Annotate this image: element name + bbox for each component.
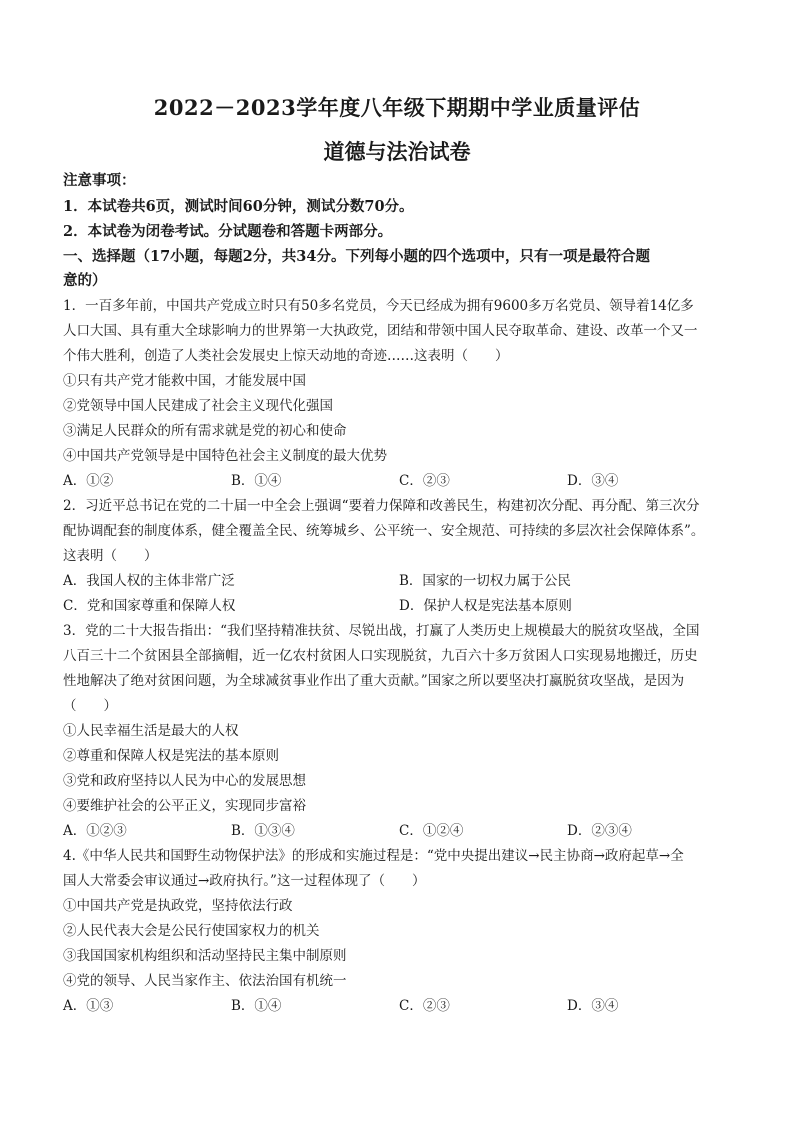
question-1-stem: 个伟大胜利，创造了人类社会发展史上惊天动地的奇迹……这表明（ ）: [63, 348, 509, 364]
note-item: 2．本试卷为闭卷考试。分试题卷和答题卡两部分。: [63, 223, 393, 240]
question-3-item: ②尊重和保障人权是宪法的基本原则: [63, 748, 279, 764]
question-4-option-b: B．①④: [231, 998, 282, 1014]
question-3-stem: 3．党的二十大报告指出：“我们坚持精准扶贫、尽锐出战，打赢了人类历史上规模最大的脱贫攻坚战，全国: [63, 623, 700, 639]
question-3-option-a: A．①②③: [63, 823, 127, 839]
notes-heading: 注意事项：: [63, 172, 136, 189]
question-3-item: ①人民幸福生活是最大的人权: [63, 723, 239, 739]
exam-subtitle: 道德与法治试卷: [323, 139, 471, 164]
question-4-stem: 国人大常委会审议通过→政府执行。”这一过程体现了（ ）: [63, 873, 426, 889]
question-2-option-c: C．党和国家尊重和保障人权: [63, 598, 236, 614]
question-4-item: ③我国国家机构组织和活动坚持民主集中制原则: [63, 948, 347, 964]
question-2-option-a: A．我国人权的主体非常广泛: [63, 573, 235, 589]
question-1-option-a: A．①②: [63, 473, 114, 489]
question-1-stem: 人口大国、具有重大全球影响力的世界第一大执政党，团结和带领中国人民夺取革命、建设、改革一个又一: [63, 323, 698, 339]
question-4-option-d: D．③④: [567, 998, 619, 1014]
question-3-stem: 八百三十二个贫困县全部摘帽，近一亿农村贫困人口实现脱贫，九百六十多万贫困人口实现易地搬迁，历史: [63, 648, 698, 664]
section-heading: 意的）: [63, 272, 107, 289]
section-heading: 一、选择题（17小题，每题2分，共34分。下列每小题的四个选项中，只有一项是最符合题: [63, 248, 650, 265]
question-3-option-d: D．②③④: [567, 823, 632, 839]
question-1-stem: 1．一百多年前，中国共产党成立时只有50多名党员，今天已经成为拥有9600多万名党员、领导着14亿多: [63, 298, 694, 314]
question-1-item: ④中国共产党领导是中国特色社会主义制度的最大优势: [63, 448, 387, 464]
question-4-item: ①中国共产党是执政党，坚持依法行政: [63, 898, 293, 914]
question-2-stem: 配协调配套的制度体系，健全覆盖全民、统筹城乡、公平统一、安全规范、可持续的多层次社会保障体系”。: [63, 523, 705, 539]
question-3-option-b: B．①③④: [231, 823, 295, 839]
question-4-option-a: A．①③: [63, 998, 114, 1014]
question-1-option-c: C．②③: [399, 473, 450, 489]
question-3-stem: （ ）: [63, 698, 117, 714]
question-2-option-b: B．国家的一切权力属于公民: [399, 573, 571, 589]
question-1-item: ①只有共产党才能救中国，才能发展中国: [63, 373, 306, 389]
question-3-item: ④要维护社会的公平正义，实现同步富裕: [63, 798, 306, 814]
question-1-item: ③满足人民群众的所有需求就是党的初心和使命: [63, 423, 347, 439]
question-2-stem: 这表明（ ）: [63, 548, 158, 564]
question-3-stem: 性地解决了绝对贫困问题，为全球减贫事业作出了重大贡献。”国家之所以要坚决打赢脱贫攻坚战，是因为: [63, 673, 685, 689]
question-1-item: ②党领导中国人民建成了社会主义现代化强国: [63, 398, 333, 414]
question-3-item: ③党和政府坚持以人民为中心的发展思想: [63, 773, 306, 789]
question-3-option-c: C．①②④: [399, 823, 464, 839]
note-item: 1．本试卷共6页，测试时间60分钟，测试分数70分。: [63, 198, 414, 215]
question-4-option-c: C．②③: [399, 998, 450, 1014]
question-1-option-d: D．③④: [567, 473, 619, 489]
question-4-item: ②人民代表大会是公民行使国家权力的机关: [63, 923, 320, 939]
question-2-option-d: D．保护人权是宪法基本原则: [399, 598, 572, 614]
question-4-stem: 4.《中华人民共和国野生动物保护法》的形成和实施过程是：“党中央提出建议→民主协商→政府起草→全: [63, 848, 684, 864]
question-1-option-b: B．①④: [231, 473, 282, 489]
exam-title: 2022－2023学年度八年级下期期中学业质量评估: [153, 95, 641, 120]
question-2-stem: 2．习近平总书记在党的二十届一中全会上强调“要着力保障和改善民生，构建初次分配、再分配、第三次分: [63, 498, 700, 514]
question-4-item: ④党的领导、人民当家作主、依法治国有机统一: [63, 973, 347, 989]
